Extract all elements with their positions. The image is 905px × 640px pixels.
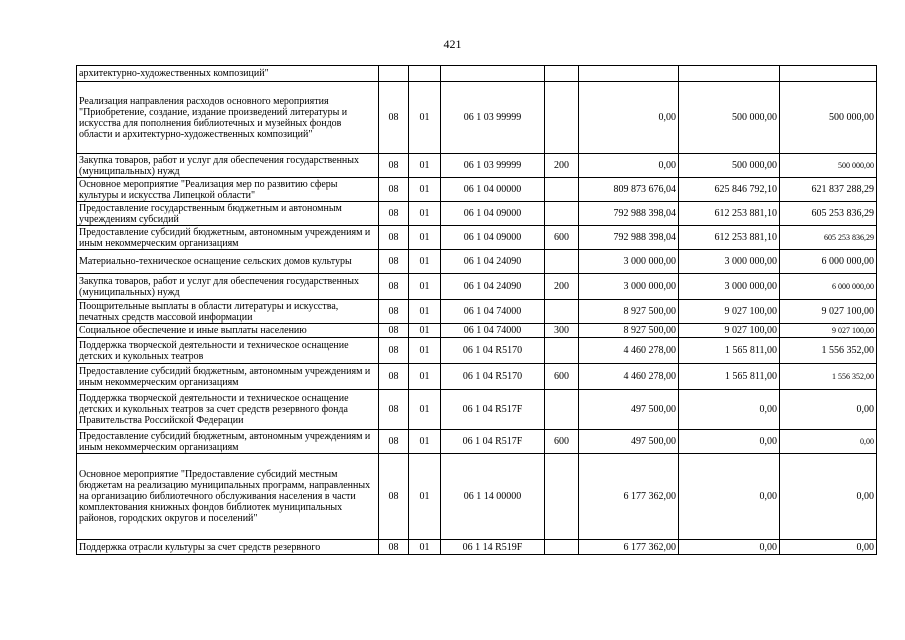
cell-target-article: 06 1 04 24090 xyxy=(441,250,545,274)
cell-target-article: 06 1 04 R5170 xyxy=(441,338,545,364)
cell-target-article: 06 1 14 00000 xyxy=(441,454,545,540)
cell-name: Поддержка творческой деятельности и техническое оснащение детских и кукольных театров за счет средств резервного фонда Правительства Российской Федерации xyxy=(77,390,379,430)
cell-amount-1: 6 177 362,00 xyxy=(579,540,679,555)
cell-expense-type xyxy=(545,338,579,364)
cell-expense-type xyxy=(545,390,579,430)
cell-target-article: 06 1 03 99999 xyxy=(441,154,545,178)
cell-name: Реализация направления расходов основного мероприятия "Приобретение, создание, издание произведений литературы и искусства для пополнения библиотечных и музейных фондов области и архитектурно-художественных композиций" xyxy=(77,82,379,154)
table-row xyxy=(77,430,877,454)
cell-amount-1: 4 460 278,00 xyxy=(579,338,679,364)
cell-expense-type xyxy=(545,66,579,82)
cell-amount-2: 1 565 811,00 xyxy=(679,338,780,364)
cell-amount-1: 0,00 xyxy=(579,82,679,154)
cell-name: Поддержка творческой деятельности и техническое оснащение детских и кукольных театров xyxy=(77,338,379,364)
table-row xyxy=(77,454,877,540)
table-row xyxy=(77,274,877,300)
budget-table xyxy=(76,65,877,555)
cell-amount-2: 612 253 881,10 xyxy=(679,202,780,226)
table-body xyxy=(77,66,877,555)
cell-expense-type: 600 xyxy=(545,226,579,250)
cell-target-article xyxy=(441,66,545,82)
cell-amount-3: 0,00 xyxy=(780,454,877,540)
cell-subsection: 01 xyxy=(409,202,441,226)
cell-subsection xyxy=(409,66,441,82)
cell-amount-3: 0,00 xyxy=(780,430,877,454)
table-row xyxy=(77,82,877,154)
cell-amount-2: 3 000 000,00 xyxy=(679,274,780,300)
cell-subsection: 01 xyxy=(409,154,441,178)
cell-amount-3: 500 000,00 xyxy=(780,82,877,154)
cell-target-article: 06 1 04 74000 xyxy=(441,300,545,324)
table-row xyxy=(77,364,877,390)
cell-name: Материально-техническое оснащение сельских домов культуры xyxy=(77,250,379,274)
cell-amount-1: 3 000 000,00 xyxy=(579,274,679,300)
cell-section: 08 xyxy=(379,338,409,364)
table-row xyxy=(77,338,877,364)
cell-amount-2 xyxy=(679,66,780,82)
cell-expense-type: 600 xyxy=(545,364,579,390)
cell-expense-type xyxy=(545,202,579,226)
cell-expense-type: 300 xyxy=(545,324,579,338)
cell-amount-2: 0,00 xyxy=(679,454,780,540)
cell-amount-3 xyxy=(780,66,877,82)
cell-target-article: 06 1 04 09000 xyxy=(441,202,545,226)
cell-amount-1: 792 988 398,04 xyxy=(579,202,679,226)
cell-subsection: 01 xyxy=(409,226,441,250)
page-number: 421 xyxy=(443,37,462,51)
cell-amount-1: 8 927 500,00 xyxy=(579,300,679,324)
cell-section: 08 xyxy=(379,250,409,274)
table-row xyxy=(77,178,877,202)
cell-amount-3: 1 556 352,00 xyxy=(780,364,877,390)
cell-name: Предоставление субсидий бюджетным, автономным учреждениям и иным некоммерческим организациям xyxy=(77,364,379,390)
cell-amount-1 xyxy=(579,66,679,82)
cell-subsection: 01 xyxy=(409,338,441,364)
cell-amount-2: 612 253 881,10 xyxy=(679,226,780,250)
cell-subsection: 01 xyxy=(409,178,441,202)
cell-name: Поощрительные выплаты в области литературы и искусства, печатных средств массовой информации xyxy=(77,300,379,324)
table-row xyxy=(77,202,877,226)
cell-amount-1: 497 500,00 xyxy=(579,430,679,454)
cell-amount-3: 605 253 836,29 xyxy=(780,202,877,226)
cell-amount-2: 0,00 xyxy=(679,540,780,555)
cell-amount-3: 1 556 352,00 xyxy=(780,338,877,364)
cell-amount-2: 3 000 000,00 xyxy=(679,250,780,274)
cell-section: 08 xyxy=(379,154,409,178)
cell-expense-type xyxy=(545,300,579,324)
cell-name: Основное мероприятие "Предоставление субсидий местным бюджетам на реализацию муниципальных программ, направленных на организацию библиотечного обслуживания населения в части комплектования книжных фондов библиотек муниципальных районов, городских округов и поселений" xyxy=(77,454,379,540)
cell-name: Закупка товаров, работ и услуг для обеспечения государственных (муниципальных) нужд xyxy=(77,154,379,178)
cell-section: 08 xyxy=(379,390,409,430)
cell-expense-type xyxy=(545,540,579,555)
cell-subsection: 01 xyxy=(409,430,441,454)
cell-section: 08 xyxy=(379,300,409,324)
cell-amount-1: 3 000 000,00 xyxy=(579,250,679,274)
cell-name: Основное мероприятие "Реализация мер по развитию сферы культуры и искусства Липецкой области" xyxy=(77,178,379,202)
cell-target-article: 06 1 04 24090 xyxy=(441,274,545,300)
cell-amount-1: 0,00 xyxy=(579,154,679,178)
cell-amount-2: 0,00 xyxy=(679,390,780,430)
cell-amount-3: 621 837 288,29 xyxy=(780,178,877,202)
cell-expense-type xyxy=(545,250,579,274)
cell-amount-1: 4 460 278,00 xyxy=(579,364,679,390)
cell-name: Предоставление субсидий бюджетным, автономным учреждениям и иным некоммерческим организациям xyxy=(77,226,379,250)
cell-amount-1: 6 177 362,00 xyxy=(579,454,679,540)
cell-subsection: 01 xyxy=(409,454,441,540)
cell-section: 08 xyxy=(379,324,409,338)
cell-expense-type: 600 xyxy=(545,430,579,454)
cell-target-article: 06 1 04 R5170 xyxy=(441,364,545,390)
cell-section: 08 xyxy=(379,226,409,250)
cell-target-article: 06 1 04 09000 xyxy=(441,226,545,250)
cell-target-article: 06 1 14 R519F xyxy=(441,540,545,555)
cell-expense-type xyxy=(545,178,579,202)
cell-amount-2: 500 000,00 xyxy=(679,82,780,154)
table-row xyxy=(77,226,877,250)
cell-section: 08 xyxy=(379,202,409,226)
cell-amount-1: 8 927 500,00 xyxy=(579,324,679,338)
cell-amount-2: 0,00 xyxy=(679,430,780,454)
cell-amount-1: 497 500,00 xyxy=(579,390,679,430)
cell-amount-3: 6 000 000,00 xyxy=(780,250,877,274)
cell-amount-3: 500 000,00 xyxy=(780,154,877,178)
cell-amount-1: 809 873 676,04 xyxy=(579,178,679,202)
cell-subsection: 01 xyxy=(409,300,441,324)
cell-section: 08 xyxy=(379,274,409,300)
cell-subsection: 01 xyxy=(409,82,441,154)
cell-target-article: 06 1 04 R517F xyxy=(441,390,545,430)
cell-amount-2: 9 027 100,00 xyxy=(679,300,780,324)
cell-target-article: 06 1 04 74000 xyxy=(441,324,545,338)
cell-section: 08 xyxy=(379,540,409,555)
cell-name: Поддержка отрасли культуры за счет средств резервного xyxy=(77,540,379,555)
cell-amount-3: 9 027 100,00 xyxy=(780,324,877,338)
cell-name: архитектурно-художественных композиций" xyxy=(77,66,379,82)
cell-target-article: 06 1 04 00000 xyxy=(441,178,545,202)
cell-section: 08 xyxy=(379,454,409,540)
cell-subsection: 01 xyxy=(409,324,441,338)
table-row xyxy=(77,390,877,430)
cell-amount-2: 9 027 100,00 xyxy=(679,324,780,338)
table-row xyxy=(77,154,877,178)
cell-name: Предоставление субсидий бюджетным, автономным учреждениям и иным некоммерческим организациям xyxy=(77,430,379,454)
cell-subsection: 01 xyxy=(409,364,441,390)
cell-amount-3: 6 000 000,00 xyxy=(780,274,877,300)
cell-subsection: 01 xyxy=(409,390,441,430)
cell-amount-3: 9 027 100,00 xyxy=(780,300,877,324)
cell-expense-type: 200 xyxy=(545,154,579,178)
cell-section xyxy=(379,66,409,82)
cell-expense-type xyxy=(545,454,579,540)
cell-target-article: 06 1 04 R517F xyxy=(441,430,545,454)
cell-amount-1: 792 988 398,04 xyxy=(579,226,679,250)
table-row xyxy=(77,66,877,82)
cell-name: Предоставление государственным бюджетным и автономным учреждениям субсидий xyxy=(77,202,379,226)
table-row xyxy=(77,300,877,324)
cell-name: Закупка товаров, работ и услуг для обеспечения государственных (муниципальных) нужд xyxy=(77,274,379,300)
cell-amount-3: 605 253 836,29 xyxy=(780,226,877,250)
cell-amount-3: 0,00 xyxy=(780,540,877,555)
cell-section: 08 xyxy=(379,82,409,154)
cell-section: 08 xyxy=(379,178,409,202)
cell-subsection: 01 xyxy=(409,540,441,555)
cell-section: 08 xyxy=(379,364,409,390)
cell-subsection: 01 xyxy=(409,250,441,274)
cell-subsection: 01 xyxy=(409,274,441,300)
table-row xyxy=(77,324,877,338)
cell-expense-type: 200 xyxy=(545,274,579,300)
cell-amount-2: 1 565 811,00 xyxy=(679,364,780,390)
cell-amount-2: 625 846 792,10 xyxy=(679,178,780,202)
cell-amount-3: 0,00 xyxy=(780,390,877,430)
table-row xyxy=(77,250,877,274)
cell-amount-2: 500 000,00 xyxy=(679,154,780,178)
cell-name: Социальное обеспечение и иные выплаты населению xyxy=(77,324,379,338)
cell-expense-type xyxy=(545,82,579,154)
cell-section: 08 xyxy=(379,430,409,454)
table-row xyxy=(77,540,877,555)
cell-target-article: 06 1 03 99999 xyxy=(441,82,545,154)
